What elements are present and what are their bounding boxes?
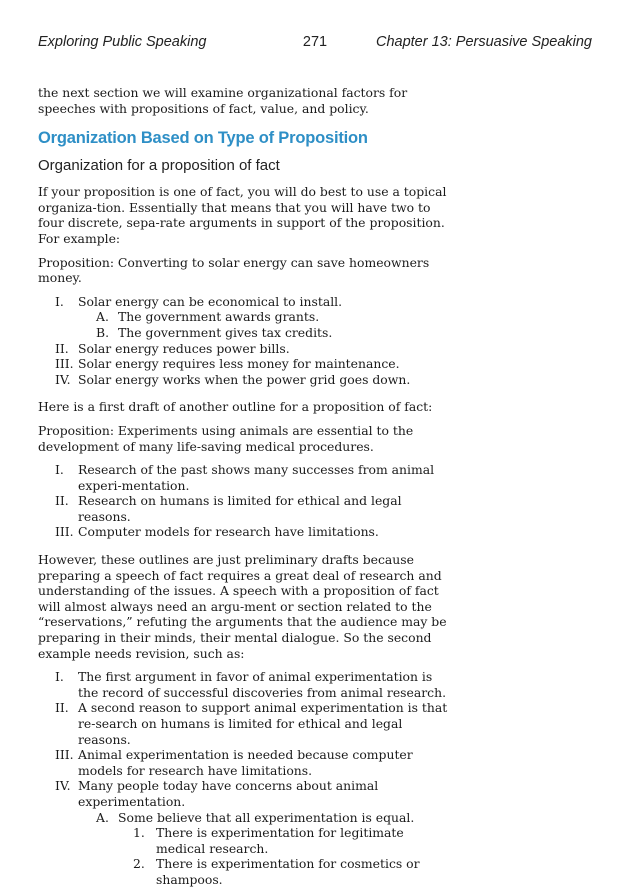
outline-item-text: Computer models for research have limitations. [78, 524, 379, 540]
outline-item [38, 810, 448, 826]
outline-item-text: A second reason to support animal experimentation is that re-search on humans is limited for ethical and legal reasons. [78, 700, 448, 747]
outline-item-text: Many people today have concerns about animal experimentation. [78, 778, 379, 809]
outline-item [38, 356, 448, 372]
outline-item-number: 1. [133, 825, 145, 841]
page-number: 271 [302, 34, 328, 50]
outline-item-text: Solar energy reduces power bills. [78, 340, 290, 356]
outline-item [38, 493, 448, 524]
outline-item-text: The government awards grants. [118, 309, 320, 325]
outline-item [38, 778, 448, 809]
outline-item-number: III. [55, 747, 74, 763]
outline-item-text: Research on humans is limited for ethical and legal reasons. [78, 493, 402, 524]
outline-item-number: A. [96, 809, 109, 825]
outline-item-text: Some believe that all experimentation is equal. [118, 809, 415, 825]
intro-paragraph: the next section we will examine organizational factors for speeches with propositions of fact, value, and policy. [38, 85, 408, 116]
outline-animals-draft [38, 462, 448, 540]
outline-item-number: I. [55, 669, 64, 685]
subsection-heading: Organization for a proposition of fact [38, 157, 280, 175]
outline-item-number: A. [96, 309, 109, 325]
outline-item-number: II. [55, 340, 69, 356]
outline-item [38, 825, 448, 856]
proposition-2: Proposition: Experiments using animals are essential to the development of many life-saving medical procedures. [38, 422, 414, 454]
outline-solar [38, 294, 448, 388]
outline-item [38, 524, 448, 540]
outline-item-number: B. [96, 324, 110, 340]
paragraph-2: Here is a first draft of another outline for a proposition of fact: [38, 399, 433, 415]
outline-item-text: The first argument in favor of animal experimentation is the record of successful discoveries from animal research. [78, 669, 447, 700]
outline-item [38, 856, 448, 887]
outline-item-number: 2. [133, 856, 145, 872]
outline-item-number: IV. [55, 371, 71, 387]
proposition-1: Proposition: Converting to solar energy can save homeowners money. [38, 254, 430, 286]
outline-item [38, 341, 448, 357]
page-header [38, 34, 592, 54]
outline-item-text: There is experimentation for legitimate medical research. [156, 825, 404, 856]
book-title: Exploring Public Speaking [38, 34, 207, 50]
outline-item [38, 700, 448, 747]
outline-item-number: IV. [55, 778, 71, 794]
chapter-title: Chapter 13: Persuasive Speaking [375, 34, 592, 50]
outline-item-text: Solar energy works when the power grid goes down. [78, 371, 411, 387]
outline-item-text: There is experimentation for cosmetics or shampoos. [156, 856, 420, 887]
section-heading: Organization Based on Type of Proposition [38, 129, 368, 148]
outline-animals-revised [38, 669, 448, 887]
outline-item-number: I. [55, 293, 64, 309]
paragraph-1: If your proposition is one of fact, you will do best to use a topical organiza-tion. Essentially that means that you will have two to four discrete, sepa-rate arguments in support of the proposition. For example: [38, 184, 447, 246]
outline-item-text: Solar energy requires less money for maintenance. [78, 356, 400, 372]
page-body [38, 85, 448, 888]
outline-item-text: Solar energy can be economical to install. [78, 293, 343, 309]
outline-item-number: III. [55, 356, 74, 372]
outline-item [38, 325, 448, 341]
outline-item [38, 747, 448, 778]
outline-item [38, 372, 448, 388]
outline-item-number: II. [55, 493, 69, 509]
outline-item [38, 309, 448, 325]
outline-item [38, 669, 448, 700]
outline-item-number: II. [55, 700, 69, 716]
outline-item-number: III. [55, 524, 74, 540]
outline-item [38, 294, 448, 310]
outline-item-text: Animal experimentation is needed because computer models for research have limitations. [78, 747, 413, 778]
outline-item-text: The government gives tax credits. [118, 324, 333, 340]
paragraph-3: However, these outlines are just preliminary drafts because preparing a speech of fact requires a great deal of research and understanding of the issues. A speech with a proposition of fact will almost always need an argu-ment or section related to the “reservations,” refuting the arguments that the audience may be preparing in their minds, their mental dialogue. So the second example needs revision, such as: [38, 552, 447, 661]
outline-item-text: Research of the past shows many successes from animal experi-mentation. [78, 462, 435, 493]
outline-item [38, 462, 448, 493]
outline-item-number: I. [55, 462, 64, 478]
